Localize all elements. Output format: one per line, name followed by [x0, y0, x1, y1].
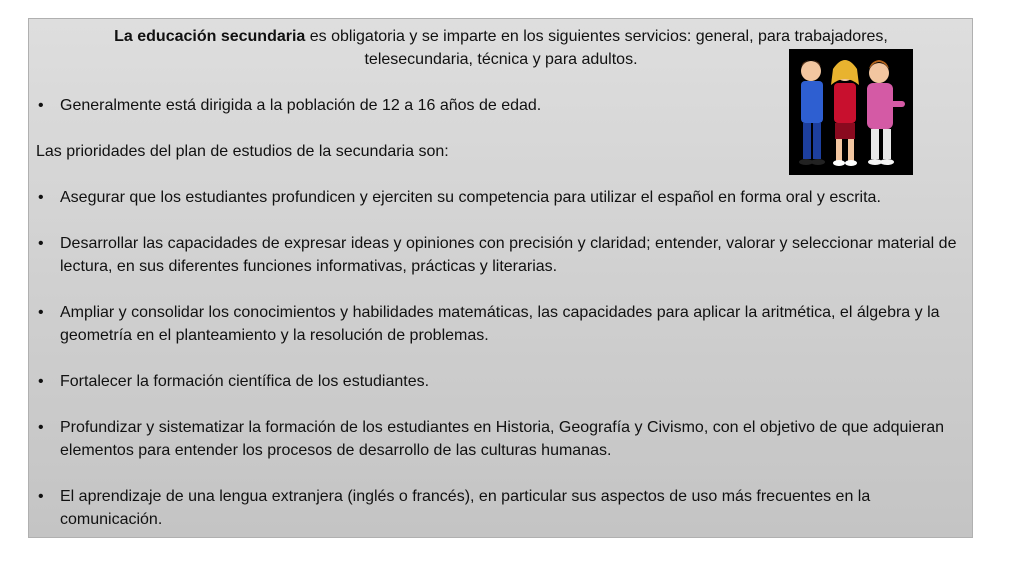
list-item: • Fortalecer la formación científica de los estudiantes. [36, 370, 966, 393]
bullet-icon: • [38, 304, 44, 321]
slide-content-box [28, 18, 973, 538]
intro-bold: La educación secundaria [114, 28, 306, 45]
bullet-icon: • [38, 488, 44, 505]
bullet-icon: • [38, 373, 44, 390]
list-item: • Profundizar y sistematizar la formación de los estudiantes en Historia, Geografía y Civismo, con el objetivo de que adquieran elementos para entender los procesos de desarrollo de las culturas humanas. [36, 416, 966, 462]
priorities-list [36, 186, 966, 531]
students-clipart-icon [789, 49, 913, 175]
bullet-icon: • [38, 419, 44, 436]
intro-text-line1: es obligatoria y se imparte en los siguientes servicios: general, para trabajadores, [305, 28, 888, 45]
list-item: • Desarrollar las capacidades de expresar ideas y opiniones con precisión y claridad; entender, valorar y seleccionar material de lectura, en sus diferentes funciones informativas, prácticas y literarias. [36, 232, 966, 278]
list-item: • Ampliar y consolidar los conocimientos y habilidades matemáticas, las capacidades para aplicar la aritmética, el álgebra y la geometría en el planteamiento y la resolución de problemas. [36, 301, 966, 347]
list-item: • Generalmente está dirigida a la población de 12 a 16 años de edad. [36, 94, 966, 117]
list-item: • Asegurar que los estudiantes profundicen y ejerciten su competencia para utilizar el español en forma oral y escrita. [36, 186, 966, 209]
bullet-icon: • [38, 235, 44, 252]
list-item: • El aprendizaje de una lengua extranjera (inglés o francés), en particular sus aspectos de uso más frecuentes en la comunicación. [36, 485, 966, 531]
bullet-icon: • [38, 189, 44, 206]
intro-text-line2: telesecundaria, técnica y para adultos. [364, 51, 638, 68]
priorities-heading: Las prioridades del plan de estudios de la secundaria son: [36, 143, 449, 160]
bullet-icon: • [38, 97, 44, 114]
students-illustration [789, 49, 913, 175]
